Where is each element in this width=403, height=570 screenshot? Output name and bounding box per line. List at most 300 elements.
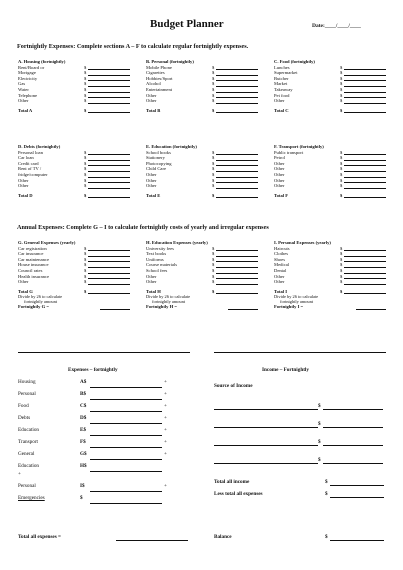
summary-amount-field[interactable]	[90, 467, 162, 472]
total-label: Total E	[146, 192, 161, 198]
section-e	[146, 144, 258, 198]
amount-field[interactable]	[216, 156, 258, 161]
dollar-sign: $	[340, 251, 343, 257]
expense-row	[274, 98, 386, 104]
dollar-sign: $	[84, 160, 87, 166]
expense-label: Other	[146, 92, 157, 98]
summary-code: G$	[80, 451, 87, 457]
amount-field[interactable]	[344, 71, 386, 76]
total-field[interactable]	[88, 193, 130, 198]
education-plus-row	[18, 472, 193, 480]
amount-field[interactable]	[344, 173, 386, 178]
summary-amount-field[interactable]	[90, 419, 162, 424]
expense-label: Other	[274, 160, 285, 166]
amount-field[interactable]	[216, 257, 258, 262]
total-label: Total G	[18, 288, 33, 294]
total-row	[146, 108, 258, 114]
total-field[interactable]	[216, 193, 258, 198]
total-expenses-line[interactable]	[116, 540, 188, 541]
amount-field[interactable]	[88, 88, 130, 93]
amount-field[interactable]	[88, 269, 130, 274]
expense-row	[274, 279, 386, 285]
total-expenses-label: Total all expenses =	[18, 534, 61, 540]
dollar-sign: $	[212, 256, 215, 262]
fortnightly-label: Fortnightly H =	[146, 304, 177, 310]
dollar-sign: $	[340, 171, 343, 177]
income-amount-line[interactable]	[323, 427, 383, 428]
dollar-sign: $	[84, 98, 87, 104]
income-source-line[interactable]	[214, 427, 318, 428]
amount-field[interactable]	[216, 88, 258, 93]
dollar-sign: $	[340, 279, 343, 285]
dollar-sign: $	[84, 279, 87, 285]
expense-label: Car registration	[18, 245, 47, 251]
total-row	[18, 193, 130, 199]
dollar-sign: $	[84, 81, 87, 87]
expense-label: Supermarket	[274, 70, 298, 76]
amount-field[interactable]	[344, 167, 386, 172]
dollar-sign: $	[340, 177, 343, 183]
divide-note: Divide by 26 to calculate	[274, 294, 319, 300]
summary-row	[18, 376, 193, 388]
amount-field[interactable]	[88, 161, 130, 166]
expense-label: Course materials	[146, 262, 177, 268]
summary-amount-field[interactable]	[90, 487, 162, 492]
summary-code: A$	[80, 379, 87, 385]
total-label: Total H	[146, 288, 161, 294]
amount-field[interactable]	[88, 82, 130, 87]
dollar-sign: $	[340, 70, 343, 76]
plus-sign: +	[164, 439, 167, 445]
dollar-sign: $	[212, 288, 215, 294]
dollar-sign: $	[340, 245, 343, 251]
amount-field[interactable]	[88, 71, 130, 76]
plus-sign: +	[164, 451, 167, 457]
dollar-sign: $	[84, 166, 87, 172]
balance-label: Balance	[214, 534, 232, 540]
summary-row	[18, 460, 193, 472]
section-title: E. Education (fortnightly)	[146, 144, 197, 149]
dollar-sign: $	[340, 256, 343, 262]
dollar-sign: $	[84, 70, 87, 76]
section-title: D. Debts (fortnightly)	[18, 144, 61, 149]
expense-row	[18, 183, 130, 189]
amount-field[interactable]	[344, 156, 386, 161]
income-amount-line[interactable]	[323, 409, 383, 410]
fortnightly-field[interactable]	[100, 305, 130, 310]
expense-label: Dental	[274, 267, 287, 273]
expense-label: Other	[18, 98, 29, 104]
amount-field[interactable]	[216, 173, 258, 178]
fortnightly-row	[274, 304, 386, 310]
dollar-sign: $	[340, 262, 343, 268]
dollar-sign: $	[84, 107, 87, 113]
amount-field[interactable]	[344, 93, 386, 98]
amount-field[interactable]	[88, 93, 130, 98]
section-title: A. Housing (fortnightly)	[18, 59, 66, 64]
dollar-sign: $	[340, 81, 343, 87]
expense-label: Other	[146, 273, 157, 279]
expense-label: School fees	[146, 267, 168, 273]
dollar-sign: $	[84, 75, 87, 81]
amount-field[interactable]	[216, 269, 258, 274]
summary-amount-field[interactable]	[90, 407, 162, 412]
summary-amount-field[interactable]	[90, 499, 162, 504]
expense-label: Medical	[274, 262, 290, 268]
expense-label: Other	[274, 279, 285, 285]
plus-sign: +	[164, 379, 167, 385]
amount-field[interactable]	[344, 274, 386, 279]
dollar-sign: $	[212, 171, 215, 177]
amount-field[interactable]	[216, 99, 258, 104]
expense-label: Council rates	[18, 267, 43, 273]
amount-field[interactable]	[88, 167, 130, 172]
summary-row	[18, 412, 193, 424]
dollar-sign: $	[340, 98, 343, 104]
summary-amount-field[interactable]	[90, 383, 162, 388]
amount-field[interactable]	[344, 252, 386, 257]
expense-label: Personal loan	[18, 149, 43, 155]
section-title: I. Personal Expenses (yearly)	[274, 240, 331, 245]
summary-rule-left	[18, 352, 190, 353]
plus-sign: +	[164, 391, 167, 397]
dollar-sign: $	[84, 183, 87, 189]
total-income-dollar: $	[325, 479, 328, 485]
fortnightly-row	[18, 304, 130, 310]
dollar-sign: $	[340, 273, 343, 279]
divide-note-2: fortnightly amount	[280, 299, 314, 305]
expense-label: Health insurance	[18, 273, 49, 279]
amount-field[interactable]	[216, 274, 258, 279]
expense-label: Other	[146, 98, 157, 104]
expense-label: Car maintenance	[18, 256, 49, 262]
dollar-sign: $	[340, 192, 343, 198]
expense-label: Pet food	[274, 92, 290, 98]
dollar-sign: $	[340, 75, 343, 81]
section-i	[274, 240, 386, 310]
dollar-sign: $	[212, 155, 215, 161]
expense-label: Takeaway	[274, 86, 293, 92]
dollar-sign: $	[340, 86, 343, 92]
dollar-sign: $	[212, 177, 215, 183]
total-field[interactable]	[88, 108, 130, 113]
expense-label: House insurance	[18, 262, 49, 268]
dollar-sign: $	[340, 155, 343, 161]
summary-code: H$	[80, 463, 87, 469]
expense-label: Lunches	[274, 64, 290, 70]
dollar-sign: $	[84, 177, 87, 183]
total-field[interactable]	[344, 193, 386, 198]
balance-line[interactable]	[330, 540, 384, 541]
dollar-sign: $	[340, 92, 343, 98]
expense-label: Other	[274, 177, 285, 183]
expense-label: Telephone	[18, 92, 38, 98]
total-row	[274, 108, 386, 114]
source-of-income-label: Source of Income	[214, 383, 253, 389]
expense-label: Other	[18, 177, 29, 183]
divide-note-2: fortnightly amount	[152, 299, 186, 305]
summary-code: I$	[80, 483, 85, 489]
dollar-sign: $	[212, 273, 215, 279]
summary-row	[18, 480, 193, 492]
amount-field[interactable]	[88, 184, 130, 189]
total-field[interactable]	[216, 108, 258, 113]
summary-code: B$	[80, 391, 87, 397]
income-amount-line[interactable]	[323, 463, 383, 464]
amount-field[interactable]	[344, 99, 386, 104]
amount-field[interactable]	[216, 82, 258, 87]
summary-row	[18, 492, 193, 504]
expense-label: Shoes	[274, 256, 285, 262]
amount-field[interactable]	[344, 269, 386, 274]
amount-field[interactable]	[344, 65, 386, 70]
plus-sign: +	[164, 415, 167, 421]
summary-row	[18, 448, 193, 460]
expense-label: Other	[146, 171, 157, 177]
amount-field[interactable]	[216, 263, 258, 268]
summary-amount-field[interactable]	[90, 395, 162, 400]
total-row	[18, 108, 130, 114]
expense-row	[146, 98, 258, 104]
expense-label: University fees	[146, 245, 174, 251]
dollar-sign: $	[340, 64, 343, 70]
amount-field[interactable]	[216, 280, 258, 285]
total-income-line[interactable]	[330, 485, 384, 486]
dollar-sign: $	[340, 166, 343, 172]
divide-note: Divide by 26 to calculate	[18, 294, 63, 300]
dollar-sign: $	[212, 70, 215, 76]
amount-field[interactable]	[88, 99, 130, 104]
section-title: H. Education Expenses (yearly)	[146, 240, 208, 245]
expense-label: Car insurance	[18, 251, 44, 257]
plus-sign: +	[164, 427, 167, 433]
amount-field[interactable]	[216, 76, 258, 81]
amount-field[interactable]	[216, 184, 258, 189]
fortnightly-field[interactable]	[356, 305, 386, 310]
income-dollar: $	[318, 439, 321, 445]
expense-label: Other	[146, 279, 157, 285]
amount-field[interactable]	[216, 93, 258, 98]
dollar-sign: $	[84, 251, 87, 257]
dollar-sign: $	[84, 92, 87, 98]
total-field[interactable]	[344, 289, 386, 294]
expense-label: Clothes	[274, 251, 289, 257]
income-dollar: $	[318, 403, 321, 409]
expense-label: Other	[274, 166, 285, 172]
expense-label: Public transport	[274, 149, 304, 155]
amount-field[interactable]	[344, 161, 386, 166]
amount-field[interactable]	[344, 88, 386, 93]
income-summary-title: Income – Fortnightly	[262, 367, 309, 373]
dollar-sign: $	[84, 288, 87, 294]
summary-row	[18, 436, 193, 448]
fortnightly-label: Fortnightly G =	[18, 304, 49, 310]
section-title: B. Personal (fortnightly)	[146, 59, 194, 64]
summary-label: Housing	[18, 379, 36, 385]
total-row	[274, 193, 386, 199]
amount-field[interactable]	[216, 65, 258, 70]
total-label: Total B	[146, 107, 161, 113]
dollar-sign: $	[212, 75, 215, 81]
section-title: C. Food (fortnightly)	[274, 59, 315, 64]
dollar-sign: $	[212, 251, 215, 257]
amount-field[interactable]	[88, 76, 130, 81]
summary-label: Emergencies	[18, 495, 45, 501]
summary-amount-field[interactable]	[90, 431, 162, 436]
total-field[interactable]	[88, 289, 130, 294]
expense-label: Hobbies/Sport	[146, 75, 173, 81]
expense-label: Credit card	[18, 160, 39, 166]
expense-row	[18, 98, 130, 104]
amount-field[interactable]	[216, 71, 258, 76]
expense-label: Other	[146, 177, 157, 183]
amount-field[interactable]	[88, 65, 130, 70]
income-source-line[interactable]	[214, 409, 318, 410]
expense-label: Other	[18, 183, 29, 189]
expense-label: Car loan	[18, 155, 34, 161]
amount-field[interactable]	[88, 280, 130, 285]
amount-field[interactable]	[344, 150, 386, 155]
amount-field[interactable]	[344, 76, 386, 81]
fortnightly-row	[146, 304, 258, 310]
expense-label: School books	[146, 149, 171, 155]
expense-label: fridge/computer	[18, 171, 48, 177]
summary-code: D$	[80, 415, 87, 421]
summary-label: Education	[18, 427, 40, 433]
dollar-sign: $	[212, 160, 215, 166]
expense-label: Entertainment	[146, 86, 173, 92]
divide-note: Divide by 26 to calculate	[146, 294, 191, 300]
amount-field[interactable]	[88, 257, 130, 262]
date-field[interactable]: Date:____/____/____	[312, 23, 361, 29]
divide-note-2: fortnightly amount	[24, 299, 58, 305]
dollar-sign: $	[84, 155, 87, 161]
amount-field[interactable]	[344, 178, 386, 183]
section-h	[146, 240, 258, 310]
income-source-line[interactable]	[214, 463, 318, 464]
amount-field[interactable]	[88, 246, 130, 251]
dollar-sign: $	[212, 149, 215, 155]
section-d	[18, 144, 130, 198]
section-title: F. Transport (fortnightly)	[274, 144, 324, 149]
amount-field[interactable]	[216, 252, 258, 257]
income-source-line[interactable]	[214, 445, 318, 446]
amount-field[interactable]	[88, 150, 130, 155]
amount-field[interactable]	[216, 246, 258, 251]
amount-field[interactable]	[216, 178, 258, 183]
expense-row	[274, 183, 386, 189]
summary-code: F$	[80, 439, 86, 445]
summary-rule-right	[214, 352, 386, 353]
amount-field[interactable]	[344, 82, 386, 87]
amount-field[interactable]	[216, 161, 258, 166]
balance-dollar: $	[325, 534, 328, 540]
amount-field[interactable]	[216, 150, 258, 155]
dollar-sign: $	[84, 149, 87, 155]
expense-label: Other	[274, 98, 285, 104]
summary-row	[18, 388, 193, 400]
amount-field[interactable]	[344, 257, 386, 262]
expense-label: Child Care	[146, 166, 167, 172]
dollar-sign: $	[340, 149, 343, 155]
expense-label: Rent/Board or	[18, 64, 45, 70]
dollar-sign: $	[212, 245, 215, 251]
total-label: Total A	[18, 107, 33, 113]
amount-field[interactable]	[88, 178, 130, 183]
dollar-sign: $	[84, 192, 87, 198]
expense-row	[146, 279, 258, 285]
total-label: Total F	[274, 192, 288, 198]
dollar-sign: $	[212, 92, 215, 98]
amount-field[interactable]	[344, 184, 386, 189]
amount-field[interactable]	[344, 246, 386, 251]
amount-field[interactable]	[88, 252, 130, 257]
dollar-sign: $	[84, 64, 87, 70]
section-c	[274, 59, 386, 113]
total-label: Total D	[18, 192, 33, 198]
summary-code: $	[80, 495, 83, 501]
amount-field[interactable]	[88, 263, 130, 268]
expense-label: Petrol	[274, 155, 285, 161]
expense-row	[18, 279, 130, 285]
amount-field[interactable]	[88, 173, 130, 178]
fortnightly-field[interactable]	[228, 305, 258, 310]
total-field[interactable]	[216, 289, 258, 294]
less-expenses-line[interactable]	[330, 497, 384, 498]
less-expenses-dollar: $	[325, 491, 328, 497]
income-dollar: $	[318, 457, 321, 463]
expense-label: Other	[274, 171, 285, 177]
amount-field[interactable]	[216, 167, 258, 172]
expense-label: Text books	[146, 251, 167, 257]
section-b	[146, 59, 258, 113]
amount-field[interactable]	[344, 280, 386, 285]
summary-label: Personal	[18, 391, 36, 397]
dollar-sign: $	[84, 256, 87, 262]
dollar-sign: $	[340, 267, 343, 273]
summary-amount-field[interactable]	[90, 455, 162, 460]
expense-label: Other	[274, 273, 285, 279]
total-row	[146, 193, 258, 199]
total-label: Total I	[274, 288, 287, 294]
total-field[interactable]	[344, 108, 386, 113]
expense-label: Other	[146, 183, 157, 189]
dollar-sign: $	[212, 279, 215, 285]
expense-label: Market	[274, 81, 288, 87]
total-label: Total C	[274, 107, 289, 113]
amount-field[interactable]	[344, 263, 386, 268]
dollar-sign: $	[212, 267, 215, 273]
dollar-sign: $	[84, 267, 87, 273]
summary-label: Transport	[18, 439, 38, 445]
plus-sign: +	[164, 403, 167, 409]
amount-field[interactable]	[88, 156, 130, 161]
summary-amount-field[interactable]	[90, 443, 162, 448]
amount-field[interactable]	[88, 274, 130, 279]
summary-label: Debts	[18, 415, 31, 421]
expenses-summary	[18, 376, 193, 504]
expense-label: Mortgage	[18, 70, 36, 76]
dollar-sign: $	[84, 245, 87, 251]
section-f	[274, 144, 386, 198]
expense-label: Stationery	[146, 155, 165, 161]
expense-label: Haircuts	[274, 245, 290, 251]
expense-label: Mobile Phone	[146, 64, 172, 70]
income-amount-line[interactable]	[323, 445, 383, 446]
income-dollar: $	[318, 421, 321, 427]
summary-code: C$	[80, 403, 87, 409]
expense-label: Butcher	[274, 75, 289, 81]
